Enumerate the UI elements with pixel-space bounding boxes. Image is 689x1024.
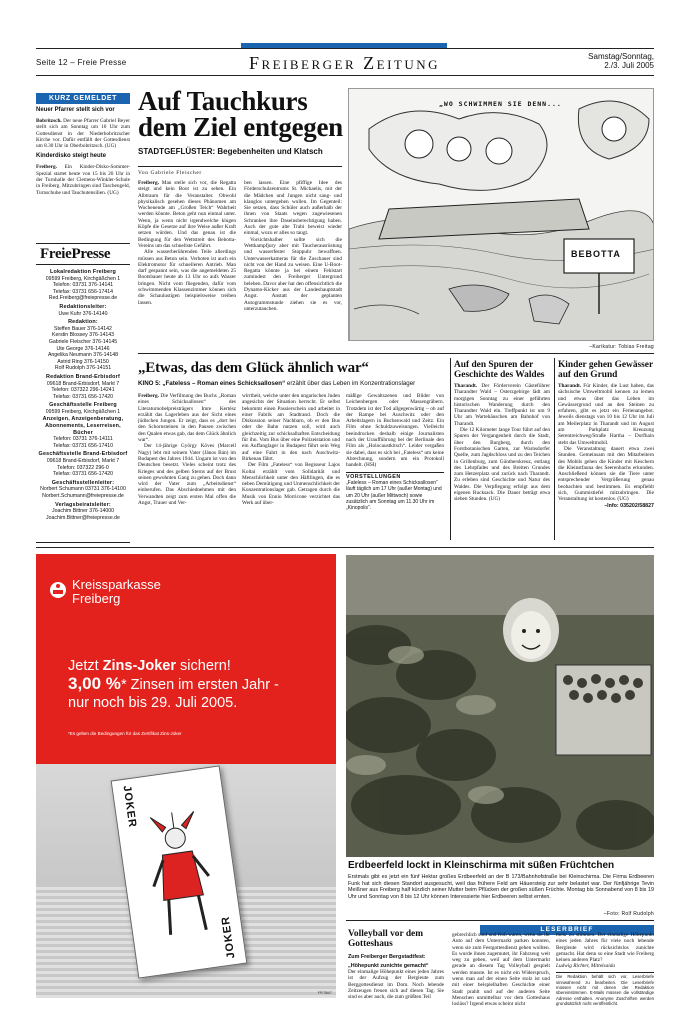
kino-col2-p1: wirrtheit, welche unter den ungarischen Juden angesichts der Situation herrscht. Er selbst bekommt einen Passierschein und arbeitet in einer Fabrik am Stadtrand. Doch die Diskussion seiner Nachbarn, ob er den Bus oder die Bahn nutzen soll, wird auch gleichzeitig zur schicksalhaften Entscheidung für ihn. Vom Bus über eine Polizeistation und ein Auffanglager in Budapest führt sein Weg auf eine Fahrt in den nach Auschwitz-Birkenau fährt. (242, 393, 340, 462)
ad-offer (68, 657, 279, 712)
kurz-item2: Freiberg. Ein Kinder-Disko-Sommer-Spezial startet heute von 15 bis 20 Uhr in der Turnhalle der Clemens-Winkler-Schule in Freiberg. Mitzubringen sind Taschengeld, Turnschuhe und Tauchutensilien. (UG) (36, 164, 130, 196)
kurz-item1-head: Neuer Pfarrer stellt sich vor (36, 107, 115, 113)
kino-col2 (242, 393, 340, 506)
volley-text3: mehr zu stimmen. Der einmalige Höhepunkt eines jeden Jahres für viele noch lebende Bergleute wird rücksichtslos zunichte gemacht. Hat denn so eine Stadt wie Freiberg keinen anderen Platz? (556, 932, 654, 964)
ad-line2: 3,00 %* Zinsen im ersten Jahr - (68, 674, 279, 693)
photo-caption: Erstmals gibt es jetzt ein fünf Hektar großes Erdbeerfeld an der B 173/Bahnhofstraße bei Kleinschirma. Die Firma Erdbeeren Funk hat sich diesen Standort ausgesucht, weil das frühere Feld am Häuersteig zur sehr belastet war. Der fünfjährige Tevin Meißner aus Freiberg half kürzlich seiner Mutter beim Pflücken der großen süßen Früchte. Montag bis Sonnabend von 8 bis 19 Uhr und Sonntag von 8 bis 12 Uhr können Interessierte hier Erdbeeren selbst ernten. (348, 874, 654, 900)
ad-photo-area (36, 764, 336, 998)
strawberry-field-image (346, 555, 654, 857)
lead-col2-p2: Vorsichtshalber sollte sich die Wettkampfjury aber mit Taucherausrüstung und wasserfester Stoppuhr bewaffnen. Unterwasserkameras für die Zuschauer sind nicht von der Hand zu weisen. Eine U-Boot-Regatta könnte ja bei einem Fehlstart zumindest den Freiberger Untergrund beleben. Davor aber hat den offensichtlich die Dynamo-Kicker aus der Landeshauptstadt Angst. Anstatt der geplanten Autogrammstunde ziehen sie es vor, unterzutauchen. (244, 236, 342, 312)
sparkasse-city: Freiberg (72, 591, 121, 606)
strawberry-photo (346, 555, 654, 857)
ad-code: FP/786/7 (317, 991, 332, 995)
contact-bottom-rule (36, 542, 130, 543)
volley-col1 (348, 954, 444, 1000)
joker-card-word-bottom: JOKER (219, 915, 238, 960)
contact-line: Kerstin Blossey 376-14143 (52, 332, 114, 339)
kino-col3 (346, 393, 444, 511)
leserbrief-bar: LESERBRIEF (480, 925, 654, 935)
kurz-gemeldet-box (36, 107, 130, 200)
date-line2: 2./3. Juli 2005 (604, 61, 654, 70)
contact-line: Telefax: 03731 656-17414 (53, 288, 113, 295)
kino-headline: „Etwas, das dem Glück ähnlich war“ (138, 360, 369, 376)
header-bottom-rule (36, 75, 654, 76)
contact-line: Red.Freiberg@freiepresse.de (48, 295, 118, 302)
kurz-gemeldet-bar: KURZ GEMELDET (36, 93, 130, 104)
contact-h2: Redaktionsleiter: (59, 303, 107, 310)
contact-line: Gabriele Fleischer 376-14145 (48, 338, 118, 345)
jester-icon (141, 804, 219, 941)
sparkasse-logo-text (72, 578, 161, 606)
contact-line: 09618 Brand-Erbisdorf, Markt 7 (46, 380, 120, 387)
contact-h3: Redaktion: (68, 319, 98, 326)
kino-col3-p1: mäßige Gewaltszenen und Bilder von Leichenbergen oder Massengräbern. Trotzdem ist der Tod allgegenwärtig – ob auf der Rampe bei Auschwitz oder den Arbeitslagern in Buchenwald und Zeitz. Ein Film ohne Schuldzuweisungen. Vielleicht beeindrucken deshalb einige Journalisten nach der Uraufführung bei der Berlinale den Film als „Holocaustkitsch“. Leider vergaßen sie dabei, dass es sich bei „Fateless“ um keine Abrechnung, sondern um ein Protokoll handelt. (HSI) (346, 393, 444, 469)
section-rule-2 (36, 547, 654, 548)
wald-headline: Auf den Spuren der Geschichte des Waldes (454, 360, 545, 380)
page-label: Seite 12 – Freie Presse (36, 58, 127, 67)
photo-caption-headline: Erdbeerfeld lockt in Kleinschirma mit süßen Früchtchen (348, 860, 615, 871)
lead-headline (138, 88, 343, 140)
contact-line: Telefon: 03731 376-14111 (53, 436, 113, 443)
vorstellung-rule (346, 472, 444, 473)
ad-line1: Jetzt Zins-Joker sichern! (68, 658, 231, 674)
contact-line: Angelika Neumann 376-14148 (47, 352, 119, 359)
lead-col1-p1: Freiberg. Man stelle sich vor, die Regatta steigt und kein Boot ist zu sehen. Ein Albtraum für die Veranstalter. Obwohl physikalisch gesehen dieses Phänomen am Wochenende am „Großen Teich“ Wahrheit werden könnte. Beton geht nun einmal unter. Wenn, ja wenn nicht irgendwelche klugen Köpfe die Gesetze auf ihre Weise außer Kraft setzen würden. Und das genau ist die Bedingung für den Wettstreit des Bebotta-Vereins um das schnellste Gefährt. (138, 180, 236, 249)
contact-line: Telefax: 03731 656-17420 (53, 393, 113, 400)
photo-credit: –Foto: Rolf Rudolph (603, 911, 654, 917)
contact-line: Ute George 376-14146 (56, 345, 110, 352)
wald-p1: Tharandt. Der Förderverein Gästeführer Tharandter Wald – Osterzgebirge lädt am morgigen Sonntag zu einer geführten historischen Wanderung durch den Tharandter Wald ein. Treffpunkt ist um 9 Uhr am Wartehäuschen am Bahnhof von Tharandt. (454, 383, 550, 427)
contact-h6: Anzeigen, Anzeigenberatung, Abonnements, Leserreisen, Bücher (42, 416, 124, 436)
sparkasse-ad (36, 554, 336, 998)
contact-line: Steffen Bauer 376-14142 (54, 325, 112, 332)
sparkasse-logo-icon (50, 582, 66, 598)
contact-h1: Lokalredaktion Freiberg (49, 269, 116, 275)
gewaesser-p1: Tharandt. Für Kinder, die Lust haben, das sächsische Umweltmobil kennen zu lernen und etwas über das Leben im Gewässergrund und an den Steinen zu erfahren, gibt es jetzt ein Ferienangebot. Jeweils dienstags von 10 bis 12 Uhr im Juli am Meilerplatz in Tharandt und im August am Parkplatz Kreuzung Serentreichweg/Straße Hartha – Dorfhain steht das Umweltmobil. (558, 383, 654, 446)
lead-col1-p2: Alle wasserberührenden Teile allerdings müssen aus Beton sein. Verboten ist auch ein Elektromotor für schnelleren Antrieb. Man darf gespannt sein, was die angemeldeten 25 Bootsbauer heute ab 13 Uhr so aufs Wasser bringen. Nicht vom fliegenden, dafür vom schwimmenden Klassenzimmer können sich die Schaulustigen beispielsweise treiben lassen. (138, 249, 236, 306)
contact-line: Telefax: 03731 656-17420 (53, 471, 113, 478)
note-rule (556, 972, 654, 973)
contact-h9: Verlagsbeiratsleiter: (55, 501, 111, 508)
contact-line: Telefon: 037322 296-0 (57, 464, 109, 471)
kino-col1-p2: Der 14-jährige György Köves (Marcell Nagy) lebt mit seinem Vater (János Bán) im Budapest des Jahres 1944. Ungarn ist von den Deutschen besetzt. Vieles scheint trotz des Krieges und des gelben Sterns auf der Brust seinen gewohnten Gang zu gehen. Doch dann wird der Vater zum „Arbeitsdienst“ einberufen. Das Abschiednehmen mit den Verwandten zeigt zum ersten Mal offen die Angst, Trauer und Ver- (138, 443, 236, 507)
contact-line: Telefon: 037322 296-14241 (51, 387, 115, 394)
contact-top-rule (36, 243, 130, 244)
contact-text (36, 269, 130, 521)
cartoon-credit: –Karikatur: Tobias Freitag (589, 344, 654, 350)
paper-title: Freiberger Zeitung (248, 53, 441, 73)
cartoon-sign: BEBOTTA (571, 249, 621, 259)
header-top-rule (36, 48, 654, 49)
volley-quote-head: „Höhepunkt zunichte gemacht“ (348, 963, 429, 969)
ad-fineprint: *Es gelten die Bedingungen für das Zertifikat Zins-Joker (68, 731, 182, 736)
gewaesser-p2: Die Veranstaltung dauert etwa zwei Stunden. Gemeinsam mit den Mitarbeitern des Mobils gehen die Kinder mit Keschern die Kleinstfauna des Seerenbachs erkunden. Anschließend können sie die Tiere unter entsprechender Vergrößerung genau beobachten und bestimmen. Es empfiehlt sich, Gummistiefel mitzubringen. Die Veranstaltung ist kostenlos. (UG) (558, 445, 654, 503)
wald-p2: Die 12 Kilometer lange Tour führt auf den Spuren der Vergangenheit durch die Stadt, über den Burgberg, durch den Forstbotanischen Garten, zur Warnsdorfer Quelle, zum Jagdschloss und zu den Teichen in Grillenburg, zum Güntherskreuz, entlang des Lehrpfades und des Breiten Grundes zum Hetzerplatz und zurück nach Tharandt. Zu erleben sind Geschichte und Natur des Waldes. Die Verpflegung erfolgt aus dem eigenen Rucksack. Die Dauer beträgt etwa sieben Stunden. (UG) (454, 427, 550, 503)
cartoon-illustration (348, 88, 654, 341)
kurz-item2-head: Kinderdisko steigt heute (36, 153, 107, 160)
contact-line: Telefon: 03731 376-14141 (52, 282, 114, 289)
freie-presse-logo: FreiePresse (40, 246, 111, 262)
contact-logo-rule (36, 264, 130, 265)
volley-text2: gebrechlich sind und froh waren, wenn sie ihr Auto auf dem Untermarkt parken konnten, wenn sie zum Festgottesdienst gehen wollten. Es wurde ihnen zugemutet, ihr Fahrzeug weit weg zu geben, weil auf dem Untermarkt gerade an diesem Tag Volleyball gespielt werden musste. Ist es nicht ein Widerspruch, wenn man auf der einen Seite stolz ist und mit einer beispielhaften Geschichte einer Stadt prahlt und auf der anderen Seite Menschen unmittelbar vor dem Gotteshaus losläss? Irgend etwas scheint nicht (452, 932, 550, 1008)
wald-body (454, 383, 550, 503)
volley-author: Ludwig Richter, Mittelsaida (556, 963, 615, 970)
column-rule-gewaesser (554, 358, 555, 540)
lead-subheadline: STADTGEFLÜSTER: Begebenheiten und Klatsch (138, 147, 323, 156)
contact-line: Joachim Bittner 376-14000 (52, 508, 114, 515)
lead-headline-line2: dem Ziel entgegen (138, 112, 343, 142)
sparkasse-name: Kreissparkasse (72, 577, 161, 592)
ad-line3: nur noch bis 29. Juli 2005. (68, 695, 238, 711)
contact-h4: Redaktion Brand-Erbisdorf (46, 373, 120, 380)
date-block (588, 52, 654, 70)
lead-col1 (138, 180, 236, 306)
contact-h8: Geschäftsstellenleiter: (51, 479, 115, 486)
gewaesser-info: –Info: 035202/58827 (604, 502, 654, 509)
lead-col2 (244, 180, 342, 312)
kino-subheadline: KINO 5: „Fateless – Roman eines Schicksallosen“ erzählt über das Leben im Konzentrationslager (138, 380, 416, 387)
contact-h5: Geschäftsstelle Freiberg (49, 402, 117, 409)
joker-card-word-top: JOKER (120, 784, 139, 829)
volley-col3 (556, 932, 654, 1006)
leserbrief-note: Die Redaktion behält sich vor, Leserbriefe sinnwahrend zu bearbeiten. Die Leserbriefe müssen nicht mit denen der Redaktion übereinstimmen. E-Mails müssen die vollständige Adresse enthalten. Anonyme Zuschriften werden grundsätzlich nicht veröffentlicht. (556, 974, 654, 1006)
contact-line: Joachim.Bittner@freiepresse.de (46, 514, 120, 521)
contact-line: 09599 Freiberg, Kirchgäßchen 1 (45, 408, 121, 415)
section-rule-1 (138, 353, 654, 354)
volley-intro: Zum Freiberger Bergstadtfest: (348, 954, 426, 960)
contact-line: Uwe Kuhr 376-14140 (58, 310, 108, 317)
byline-rule (138, 166, 342, 167)
vorstellung-text: „Fateless – Roman eines Schicksallosen“ läuft täglich um 17 Uhr (außer Montag) und um 20 Uhr (außer Mittwoch) sowie zusätzlich am Sonntag um 11.30 Uhr im „Kinopolis“. (346, 480, 442, 511)
volley-text1: Der einmalige Höhepunkt eines jeden Jahres ist der Aufzug der Bergleute zum Berggottesdienst im Dom. Noch lebende Zeitzeugen freuen sich auf diesen Tag. Sie sind es aber auch, die zum größten Teil (348, 969, 444, 1001)
kino-col1-p1: Freiberg. Die Verfilmung des Buchs „Roman eines Schicksallosen“ des Literaturnobelpreisträgers Imre Kertész erzählt das Lagerleben aus der Sicht eines jüdischen Jungen. Er zeigt, dass es „dort bei den Schornsteinen in den Pausen zwischen den Qualen etwas gab, das dem Glück ähnlich war“. (138, 393, 236, 444)
header-accent-bar (241, 43, 447, 48)
column-rule-wald (450, 358, 451, 540)
kino-col2-p2: Der Film „Fateless“ von Regisseur Lajos Koltai erzählt vom Solidarität und Menschlichkeit unter den Häftlingen, die es neben Demütigung und Unmenschlichkeit der Konzentrationslager gab. Getragen durch die Musik von Ennio Morricone verzichtet das Werk auf über- (242, 462, 340, 507)
contact-line: Norbert.Schumann@freiepresse.de (42, 493, 124, 499)
contact-line: 09618 Brand-Erbisdorf, Markt 7 (46, 458, 120, 465)
kurz-item1: Bobritzsch. Der neue Pfarrer Gabriel Beyer stellt sich am Sonntag um 10 Uhr zum Gottesdienst in der Niederbobritzscher Kirche vor. Dafür entfällt der Gottesdienst um 8.30 Uhr in Oberbobritzsch. (UG) (36, 118, 130, 150)
section-rule-3 (346, 920, 654, 921)
contact-h7: Geschäftsstelle Brand-Erbisdorf (38, 451, 128, 458)
gewaesser-headline: Kinder gehen Gewässer auf den Grund (558, 360, 653, 380)
vorstellung-head: VORSTELLUNGEN (346, 474, 401, 481)
lead-byline: Von Gabriele Fleischer (138, 170, 202, 176)
cartoon-drawing (349, 89, 654, 341)
contact-line: Rolf Rudolph 376-14151 (54, 365, 112, 372)
lead-col2-p1: ben lassen. Eine pfiffige Idee des Förderschulzentrums St. Michaelis, mit der die Mädchen und Jungen nicht sang- und klanglos untergehen wollen. Im Gegenteil: Sie setzen, dass Schüler auch außerhalb der ihnen von Staats wegen zugewiesenen Schranken ihre Daseinsberechtigung haben. Auch der gute alte Trabi beweist wieder einmal, wozu er alles so taugt. (244, 180, 342, 237)
lead-headline-line1: Auf Tauchkurs (138, 86, 308, 116)
volley-col2 (452, 932, 550, 1008)
contact-line: Telefax: 03731 656-17410 (53, 442, 113, 449)
contact-line: Astrid Ring 376-14150 (57, 358, 109, 365)
cartoon-speech: „WO SCHWIMMEN SIE DENN... (439, 100, 562, 108)
contact-line: Norbert Schumann 03731 376-14100 (40, 486, 126, 493)
kino-col1 (138, 393, 236, 506)
contact-box (36, 246, 130, 521)
date-line1: Samstag/Sonntag, (588, 52, 654, 61)
volley-headline: Volleyball vor dem Gotteshaus (348, 929, 424, 949)
contact-line: 09599 Freiberg, Kirchgäßchen 1 (45, 275, 121, 282)
gewaesser-body (558, 383, 654, 509)
